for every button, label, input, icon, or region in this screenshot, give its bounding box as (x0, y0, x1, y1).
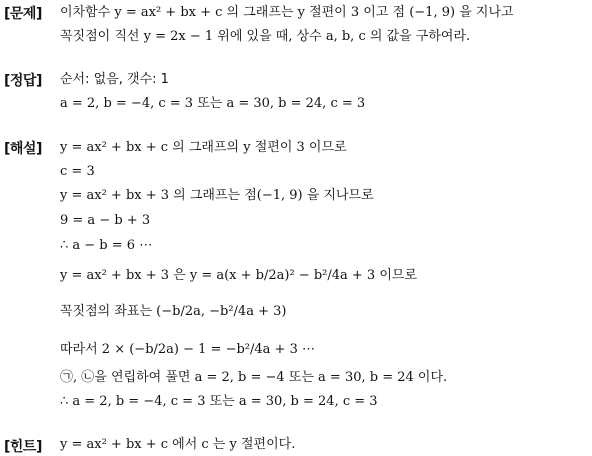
solution-line-8: 따라서 2 × (−b/2a) − 1 = −b²/4a + 3 ⋯ (60, 342, 315, 357)
solution-line-10: ∴ a = 2, b = −4, c = 3 또는 a = 30, b = 24, c = 3 (60, 394, 378, 409)
solution-tag: [해설] (4, 141, 42, 157)
hint-tag: [힌트] (4, 439, 42, 455)
solution-line-5: ∴ a − b = 6 ⋯ (60, 238, 153, 253)
solution-line-4: 9 = a − b + 3 (60, 213, 151, 228)
hint-line-1: y = ax² + bx + c 에서 c 는 y 절편이다. (60, 437, 296, 452)
answer-tag: [정답] (4, 73, 42, 89)
solution-line-2: c = 3 (60, 164, 95, 179)
problem-tag: [문제] (4, 6, 42, 22)
solution-line-6: y = ax² + bx + 3 은 y = a(x + b/2a)² − b²/4a + 3 이므로 (60, 268, 418, 283)
solution-line-3: y = ax² + bx + 3 의 그래프는 점(−1, 9) 을 지나므로 (60, 188, 374, 203)
problem-line-2: 꼭짓점이 직선 y = 2x − 1 위에 있을 때, 상수 a, b, c 의 값을 구하여라. (60, 29, 471, 44)
answer-line-1: 순서: 없음, 갯수: 1 (60, 72, 169, 87)
answer-line-2: a = 2, b = −4, c = 3 또는 a = 30, b = 24, c = 3 (60, 96, 366, 111)
problem-line-1: 이차함수 y = ax² + bx + c 의 그래프는 y 절편이 3 이고 점 (−1, 9) 을 지나고 (60, 5, 514, 20)
solution-line-7: 꼭짓점의 좌표는 (−b/2a, −b²/4a + 3) (60, 304, 287, 319)
solution-line-9: ㉠, ㉡을 연립하여 풀면 a = 2, b = −4 또는 a = 30, b = 24 이다. (60, 370, 448, 385)
solution-line-1: y = ax² + bx + c 의 그래프의 y 절편이 3 이므로 (60, 140, 347, 155)
